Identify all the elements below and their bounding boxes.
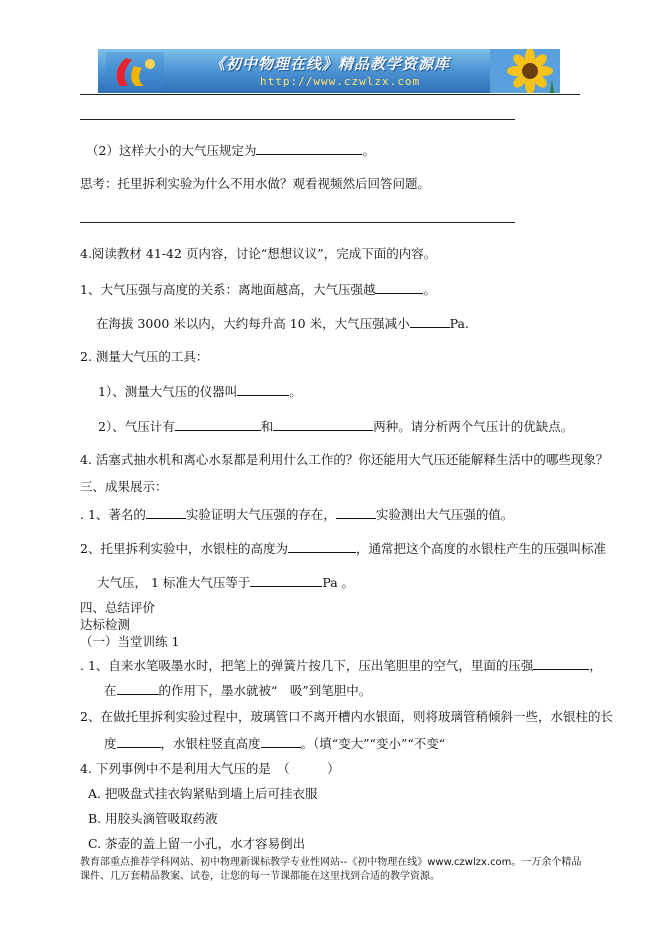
- train-item4: 4. 下列事例中不是利用大气压的是 （ ）: [80, 761, 340, 776]
- answer-blank[interactable]: [261, 735, 301, 748]
- s4-item2-2: 2）、气压计有 和 两种。请分析两个气压计的优缺点。: [98, 419, 574, 434]
- check-heading: 达标检测: [80, 617, 131, 632]
- answer-blank[interactable]: [273, 418, 373, 431]
- banner-title: 《初中物理在线》精品教学资源库: [210, 55, 451, 73]
- header-banner: [98, 49, 560, 93]
- answer-blank[interactable]: [533, 657, 589, 670]
- site-logo-icon: [106, 52, 164, 90]
- train-item1b: 在 的作用下，墨水就被“ 吸”到笔胆中。: [104, 683, 372, 698]
- result-item2b: 大气压， 1 标准大气压等于 Pa 。: [97, 575, 355, 590]
- answer-blank[interactable]: [410, 315, 450, 328]
- footer-line1: 教育部重点推荐学科网站、初中物理新课标教学专业性网站--《初中物理在线》www.czwlzx.com。一万余个精品: [80, 857, 582, 868]
- s4-item2-1: 1）、测量大气压的仪器叫 。: [98, 384, 302, 399]
- train-item2: 2、在做托里拆利实验过程中，玻璃管口不离开槽内水银面，则将玻璃管稍倾斜一些，水银柱的长: [80, 709, 613, 724]
- answer-line: [80, 119, 515, 120]
- answer-blank[interactable]: [375, 281, 423, 294]
- train-item2b: 度 ，水银柱竖直高度 。（填“变大”“变小”“不变“: [104, 736, 446, 751]
- answer-blank[interactable]: [117, 735, 161, 748]
- answer-blank[interactable]: [250, 574, 322, 587]
- s4-item1b: 在海拔 3000 米以内，大约每升高 10 米，大气压强减小 Pa.: [96, 316, 469, 331]
- s4-question: 4. 活塞式抽水机和离心水泵都是利用什么工作的？你还能用大气压还能解释生活中的哪些现象？: [80, 452, 609, 467]
- section4-eval: 四、总结评价: [80, 600, 156, 615]
- sunflower-icon: [490, 49, 560, 93]
- answer-blank[interactable]: [237, 383, 289, 396]
- answer-blank[interactable]: [336, 506, 376, 519]
- section4-title: 4.阅读教材 41-42 页内容，讨论“想想议议”，完成下面的内容。: [80, 246, 437, 261]
- header-rule: [80, 94, 580, 95]
- s4-item2: 2. 测量大气压的工具：: [80, 349, 209, 364]
- train-item1: . 1、自来水笔吸墨水时，把笔上的弹簧片按几下，压出笔胆里的空气，里面的压强 ，: [80, 658, 602, 673]
- think-line: 思考：托里拆利实验为什么不用水做？观看视频然后回答问题。: [80, 176, 431, 191]
- footer-line2: 课件、几万套精品教案、试卷，让您的每一节课都能在这里找到合适的教学资源。: [80, 871, 440, 882]
- option-c: C. 茶壶的盖上留一小孔，水才容易倒出: [88, 836, 306, 851]
- answer-blank[interactable]: [146, 506, 186, 519]
- answer-blank[interactable]: [175, 418, 261, 431]
- training-heading: （一）当堂训练 1: [80, 634, 180, 649]
- option-b: B. 用胶头滴管吸取药液: [88, 811, 218, 826]
- result-item1: . 1、著名的 实验证明大气压强的存在， 实验测出大气压强的值。: [80, 507, 514, 522]
- result-item2: 2、托里拆利实验中，水银柱的高度为 ，通常把这个高度的水银柱产生的压强叫标准: [80, 541, 606, 556]
- answer-blank[interactable]: [288, 540, 356, 553]
- q2-line: （2）这样大小的大气压规定为 。: [86, 143, 375, 158]
- answer-line: [80, 222, 515, 223]
- answer-blank[interactable]: [117, 682, 159, 695]
- option-a: A. 把吸盘式挂衣钩紧贴到墙上后可挂衣服: [88, 786, 318, 801]
- section3-title: 三、成果展示：: [80, 479, 168, 494]
- banner-url: http://www.czwlzx.com: [260, 75, 421, 88]
- s4-item1: 1、大气压强与高度的关系：离地面越高，大气压强越 。: [80, 282, 436, 297]
- answer-blank[interactable]: [256, 142, 362, 155]
